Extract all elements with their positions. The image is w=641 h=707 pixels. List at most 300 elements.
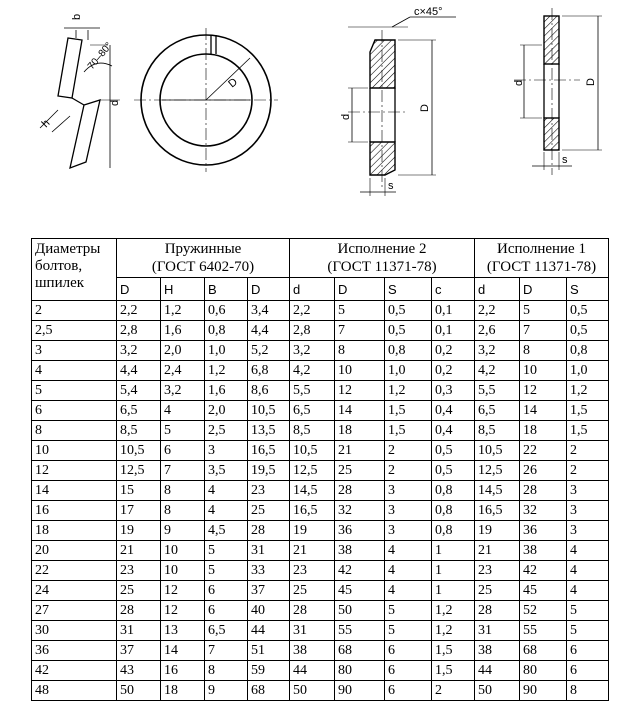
column-header: D <box>248 278 290 301</box>
table-cell: 0,8 <box>432 501 475 521</box>
table-row <box>32 581 609 601</box>
table-cell: 6 <box>385 681 432 701</box>
table-cell: 1,5 <box>385 421 432 441</box>
table-body <box>32 301 609 701</box>
table-cell: 12 <box>161 581 205 601</box>
table-cell: 0,1 <box>432 301 475 321</box>
table-cell: 21 <box>475 541 520 561</box>
table-cell: 45 <box>335 581 385 601</box>
table-cell: 2,8 <box>290 321 335 341</box>
table-cell: 3 <box>567 521 609 541</box>
table-cell: 15 <box>117 481 161 501</box>
table-cell: 55 <box>520 621 567 641</box>
table-cell: 0,4 <box>432 401 475 421</box>
execution1-drawing <box>514 8 602 175</box>
table-cell: 4 <box>205 501 248 521</box>
table-cell: 44 <box>248 621 290 641</box>
table-cell: 10,5 <box>248 401 290 421</box>
table-cell: 18 <box>520 421 567 441</box>
table-cell: 37 <box>117 641 161 661</box>
table-cell: 23 <box>475 561 520 581</box>
table-cell: 1,0 <box>567 361 609 381</box>
table-row <box>32 401 609 421</box>
diameter-header-line3: шпилек <box>35 275 85 291</box>
table-cell: 0,5 <box>567 301 609 321</box>
table-cell: 12,5 <box>475 461 520 481</box>
table-cell: 4 <box>161 401 205 421</box>
table-cell: 25 <box>475 581 520 601</box>
exec2-s-label: s <box>388 180 394 192</box>
table-cell: 4,2 <box>290 361 335 381</box>
table-cell: 4,5 <box>205 521 248 541</box>
table-cell: 5 <box>567 621 609 641</box>
table-cell: 42 <box>520 561 567 581</box>
table-cell: 12,5 <box>290 461 335 481</box>
table-cell: 4 <box>385 561 432 581</box>
bolt-diameter-cell: 8 <box>32 421 117 441</box>
table-cell: 3,4 <box>248 301 290 321</box>
group-title: Пружинные <box>164 241 242 257</box>
table-cell: 12 <box>520 381 567 401</box>
diameter-header-line2: болтов, <box>35 258 83 274</box>
table-cell: 13,5 <box>248 421 290 441</box>
exec1-D-label: D <box>585 78 597 86</box>
table-cell: 8,6 <box>248 381 290 401</box>
table-cell: 5 <box>520 301 567 321</box>
table-cell: 6 <box>161 441 205 461</box>
table-cell: 1,5 <box>432 641 475 661</box>
table-cell: 5 <box>335 301 385 321</box>
table-cell: 2,8 <box>117 321 161 341</box>
group-standard: (ГОСТ 6402-70) <box>151 259 255 275</box>
table-cell: 2,2 <box>290 301 335 321</box>
bolt-diameter-cell: 4 <box>32 361 117 381</box>
table-cell: 1 <box>432 581 475 601</box>
bolt-diameter-cell: 14 <box>32 481 117 501</box>
table-cell: 31 <box>117 621 161 641</box>
table-cell: 4,4 <box>248 321 290 341</box>
table-cell: 4 <box>385 541 432 561</box>
table-row <box>32 561 609 581</box>
spring-washer-top-view <box>134 28 278 172</box>
table-cell: 28 <box>248 521 290 541</box>
table-cell: 6 <box>385 661 432 681</box>
exec1-d-label: d <box>513 79 525 86</box>
washer-b-label: b <box>71 13 83 20</box>
table-cell: 4 <box>385 581 432 601</box>
column-header: D <box>335 278 385 301</box>
table-cell: 0,8 <box>432 481 475 501</box>
table-cell: 16 <box>161 661 205 681</box>
table-cell: 23 <box>290 561 335 581</box>
table-cell: 12 <box>335 381 385 401</box>
table-cell: 18 <box>161 681 205 701</box>
bolt-diameter-cell: 5 <box>32 381 117 401</box>
table-cell: 36 <box>520 521 567 541</box>
table-cell: 7 <box>520 321 567 341</box>
table-cell: 31 <box>475 621 520 641</box>
table-cell: 14 <box>520 401 567 421</box>
table-cell: 5 <box>205 541 248 561</box>
table-cell: 5 <box>567 601 609 621</box>
table-cell: 3,2 <box>290 341 335 361</box>
table-cell: 8,5 <box>117 421 161 441</box>
bolt-diameter-cell: 22 <box>32 561 117 581</box>
table-cell: 38 <box>520 541 567 561</box>
table-cell: 7 <box>161 461 205 481</box>
table-cell: 0,3 <box>432 381 475 401</box>
table-cell: 6 <box>385 641 432 661</box>
table-cell: 3 <box>385 521 432 541</box>
table-cell: 59 <box>248 661 290 681</box>
table-cell: 23 <box>248 481 290 501</box>
table-cell: 33 <box>248 561 290 581</box>
table-cell: 5,2 <box>248 341 290 361</box>
table-cell: 68 <box>520 641 567 661</box>
table-row <box>32 321 609 341</box>
table-cell: 50 <box>117 681 161 701</box>
bolt-diameter-cell: 24 <box>32 581 117 601</box>
table-cell: 10,5 <box>290 441 335 461</box>
table-cell: 1,5 <box>432 661 475 681</box>
bolt-diameter-cell: 16 <box>32 501 117 521</box>
bolt-diameter-cell: 30 <box>32 621 117 641</box>
table-cell: 8 <box>567 681 609 701</box>
table-cell: 44 <box>290 661 335 681</box>
table-cell: 3 <box>567 501 609 521</box>
diameter-header <box>32 239 117 301</box>
table-cell: 2,2 <box>475 301 520 321</box>
table-cell: 17 <box>117 501 161 521</box>
table-row <box>32 461 609 481</box>
bolt-diameter-cell: 2 <box>32 301 117 321</box>
table-cell: 0,6 <box>205 301 248 321</box>
column-header: D <box>117 278 161 301</box>
bolt-diameter-cell: 12 <box>32 461 117 481</box>
table-cell: 6,5 <box>117 401 161 421</box>
table-cell: 1,6 <box>161 321 205 341</box>
table-row <box>32 521 609 541</box>
table-cell: 3,2 <box>117 341 161 361</box>
table-cell: 14 <box>335 401 385 421</box>
table-cell: 32 <box>520 501 567 521</box>
bolt-diameter-cell: 3 <box>32 341 117 361</box>
table-cell: 52 <box>520 601 567 621</box>
table-cell: 3,2 <box>161 381 205 401</box>
table-cell: 10 <box>161 541 205 561</box>
table-cell: 28 <box>335 481 385 501</box>
table-cell: 10 <box>520 361 567 381</box>
table-cell: 1,2 <box>385 381 432 401</box>
table-cell: 6 <box>205 581 248 601</box>
table-cell: 6,5 <box>290 401 335 421</box>
washer-angle-label: 70–80° <box>85 40 115 72</box>
washer-drawings <box>0 0 641 230</box>
table-cell: 3 <box>567 481 609 501</box>
table-cell: 6,5 <box>475 401 520 421</box>
table-row <box>32 541 609 561</box>
exec2-chamfer-label: c×45° <box>414 6 443 18</box>
table-cell: 0,5 <box>385 321 432 341</box>
group-standard: (ГОСТ 11371-78) <box>486 259 597 275</box>
table-row <box>32 661 609 681</box>
table-cell: 14,5 <box>290 481 335 501</box>
column-header: c <box>432 278 475 301</box>
column-header-row <box>32 278 609 301</box>
group-header-spring <box>117 239 290 278</box>
table-cell: 21 <box>117 541 161 561</box>
table-cell: 1,5 <box>385 401 432 421</box>
group-header-execution1 <box>475 239 609 278</box>
exec2-D-label: D <box>419 104 431 112</box>
table-cell: 28 <box>117 601 161 621</box>
table-cell: 6,8 <box>248 361 290 381</box>
table-cell: 7 <box>335 321 385 341</box>
table-row <box>32 421 609 441</box>
exec1-s-label: s <box>562 154 568 166</box>
table-cell: 10 <box>161 561 205 581</box>
washer-side-d-label: d <box>109 99 121 106</box>
column-header: D <box>520 278 567 301</box>
table-cell: 21 <box>335 441 385 461</box>
table-cell: 2,6 <box>475 321 520 341</box>
table-cell: 23 <box>117 561 161 581</box>
table-cell: 4,4 <box>117 361 161 381</box>
column-header: d <box>475 278 520 301</box>
table-cell: 0,8 <box>385 341 432 361</box>
table-cell: 8,5 <box>290 421 335 441</box>
table-cell: 5 <box>385 621 432 641</box>
table-cell: 5 <box>385 601 432 621</box>
bolt-diameter-cell: 10 <box>32 441 117 461</box>
table-cell: 28 <box>475 601 520 621</box>
table-cell: 5,4 <box>117 381 161 401</box>
table-cell: 2 <box>567 441 609 461</box>
diameter-header-line1: Диаметры <box>35 241 101 257</box>
table-cell: 40 <box>248 601 290 621</box>
table-cell: 5 <box>205 561 248 581</box>
table-cell: 3,2 <box>475 341 520 361</box>
table-cell: 10 <box>335 361 385 381</box>
table-cell: 5 <box>161 421 205 441</box>
table-cell: 21 <box>290 541 335 561</box>
table-row <box>32 641 609 661</box>
table-cell: 4 <box>205 481 248 501</box>
bolt-diameter-cell: 6 <box>32 401 117 421</box>
table-row <box>32 501 609 521</box>
table-cell: 18 <box>335 421 385 441</box>
table-cell: 1,2 <box>432 601 475 621</box>
table-cell: 1,2 <box>567 381 609 401</box>
table-cell: 25 <box>117 581 161 601</box>
table-cell: 50 <box>290 681 335 701</box>
table-cell: 0,2 <box>432 361 475 381</box>
column-header: B <box>205 278 248 301</box>
table-cell: 6,5 <box>205 621 248 641</box>
table-cell: 2 <box>567 461 609 481</box>
table-cell: 38 <box>475 641 520 661</box>
table-cell: 1,0 <box>205 341 248 361</box>
table-cell: 0,1 <box>432 321 475 341</box>
table-cell: 45 <box>520 581 567 601</box>
table-header-row <box>32 239 609 278</box>
table-cell: 2,0 <box>205 401 248 421</box>
column-header: S <box>385 278 432 301</box>
table-cell: 8 <box>335 341 385 361</box>
table-cell: 13 <box>161 621 205 641</box>
table-cell: 19 <box>117 521 161 541</box>
table-cell: 2,2 <box>117 301 161 321</box>
table-cell: 5,5 <box>290 381 335 401</box>
table-cell: 31 <box>248 541 290 561</box>
table-cell: 8 <box>161 481 205 501</box>
table-cell: 1,2 <box>432 621 475 641</box>
table-cell: 90 <box>520 681 567 701</box>
table-cell: 32 <box>335 501 385 521</box>
table-row <box>32 361 609 381</box>
table-cell: 26 <box>520 461 567 481</box>
table-cell: 0,8 <box>205 321 248 341</box>
table-row <box>32 621 609 641</box>
table-cell: 3 <box>385 501 432 521</box>
table-cell: 51 <box>248 641 290 661</box>
table-row <box>32 681 609 701</box>
table-cell: 8,5 <box>475 421 520 441</box>
table-cell: 0,4 <box>432 421 475 441</box>
table-cell: 19,5 <box>248 461 290 481</box>
column-header: H <box>161 278 205 301</box>
bolt-diameter-cell: 48 <box>32 681 117 701</box>
table-cell: 9 <box>205 681 248 701</box>
execution2-drawing <box>348 17 456 196</box>
table-cell: 10,5 <box>117 441 161 461</box>
table-cell: 25 <box>290 581 335 601</box>
table-cell: 16,5 <box>475 501 520 521</box>
bolt-diameter-cell: 36 <box>32 641 117 661</box>
table-cell: 1,0 <box>385 361 432 381</box>
washer-dimensions-table-wrapper <box>31 238 609 701</box>
table-cell: 42 <box>335 561 385 581</box>
table-cell: 4 <box>567 581 609 601</box>
table-cell: 80 <box>520 661 567 681</box>
table-cell: 1 <box>432 561 475 581</box>
table-cell: 0,5 <box>432 441 475 461</box>
table-cell: 90 <box>335 681 385 701</box>
table-cell: 8 <box>161 501 205 521</box>
table-cell: 44 <box>475 661 520 681</box>
table-row <box>32 481 609 501</box>
table-cell: 6 <box>567 641 609 661</box>
column-header: S <box>567 278 609 301</box>
table-cell: 5,5 <box>475 381 520 401</box>
table-cell: 14,5 <box>475 481 520 501</box>
table-cell: 1 <box>432 541 475 561</box>
washer-dimensions-table <box>31 238 609 701</box>
table-cell: 3 <box>205 441 248 461</box>
exec2-d-label: d <box>340 113 352 120</box>
table-cell: 0,2 <box>432 341 475 361</box>
table-row <box>32 441 609 461</box>
table-cell: 4 <box>567 561 609 581</box>
table-cell: 12,5 <box>117 461 161 481</box>
table-cell: 2,4 <box>161 361 205 381</box>
table-cell: 2,5 <box>205 421 248 441</box>
table-cell: 1,5 <box>567 401 609 421</box>
table-cell: 50 <box>335 601 385 621</box>
table-cell: 6 <box>567 661 609 681</box>
table-cell: 2 <box>385 461 432 481</box>
table-row <box>32 381 609 401</box>
table-cell: 1,2 <box>161 301 205 321</box>
table-cell: 16,5 <box>290 501 335 521</box>
table-cell: 25 <box>248 501 290 521</box>
washer-top-D-label: D <box>226 75 241 91</box>
table-cell: 0,5 <box>567 321 609 341</box>
table-cell: 0,5 <box>385 301 432 321</box>
bolt-diameter-cell: 27 <box>32 601 117 621</box>
table-cell: 0,5 <box>432 461 475 481</box>
table-cell: 50 <box>475 681 520 701</box>
table-cell: 22 <box>520 441 567 461</box>
table-cell: 38 <box>335 541 385 561</box>
table-cell: 55 <box>335 621 385 641</box>
table-cell: 3 <box>385 481 432 501</box>
bolt-diameter-cell: 2,5 <box>32 321 117 341</box>
table-cell: 2,0 <box>161 341 205 361</box>
table-row <box>32 601 609 621</box>
table-cell: 31 <box>290 621 335 641</box>
group-title: Исполнение 1 <box>497 241 586 257</box>
table-cell: 2 <box>432 681 475 701</box>
table-cell: 25 <box>335 461 385 481</box>
group-standard: (ГОСТ 11371-78) <box>327 259 437 275</box>
table-cell: 12 <box>161 601 205 621</box>
group-title: Исполнение 2 <box>337 241 427 257</box>
table-cell: 6 <box>205 601 248 621</box>
table-row <box>32 301 609 321</box>
table-cell: 4 <box>567 541 609 561</box>
table-cell: 3,5 <box>205 461 248 481</box>
table-cell: 7 <box>205 641 248 661</box>
bolt-diameter-cell: 42 <box>32 661 117 681</box>
table-cell: 80 <box>335 661 385 681</box>
table-cell: 43 <box>117 661 161 681</box>
table-cell: 14 <box>161 641 205 661</box>
table-cell: 1,5 <box>567 421 609 441</box>
table-cell: 0,8 <box>432 521 475 541</box>
table-cell: 1,6 <box>205 381 248 401</box>
table-cell: 8 <box>520 341 567 361</box>
table-cell: 0,8 <box>567 341 609 361</box>
table-cell: 19 <box>475 521 520 541</box>
table-cell: 16,5 <box>248 441 290 461</box>
bolt-diameter-cell: 20 <box>32 541 117 561</box>
table-cell: 37 <box>248 581 290 601</box>
group-header-execution2 <box>290 239 475 278</box>
bolt-diameter-cell: 18 <box>32 521 117 541</box>
table-cell: 9 <box>161 521 205 541</box>
column-header: d <box>290 278 335 301</box>
table-cell: 10,5 <box>475 441 520 461</box>
table-cell: 4,2 <box>475 361 520 381</box>
table-cell: 19 <box>290 521 335 541</box>
table-row <box>32 341 609 361</box>
table-cell: 36 <box>335 521 385 541</box>
table-cell: 38 <box>290 641 335 661</box>
table-cell: 1,2 <box>205 361 248 381</box>
table-cell: 28 <box>520 481 567 501</box>
table-cell: 28 <box>290 601 335 621</box>
